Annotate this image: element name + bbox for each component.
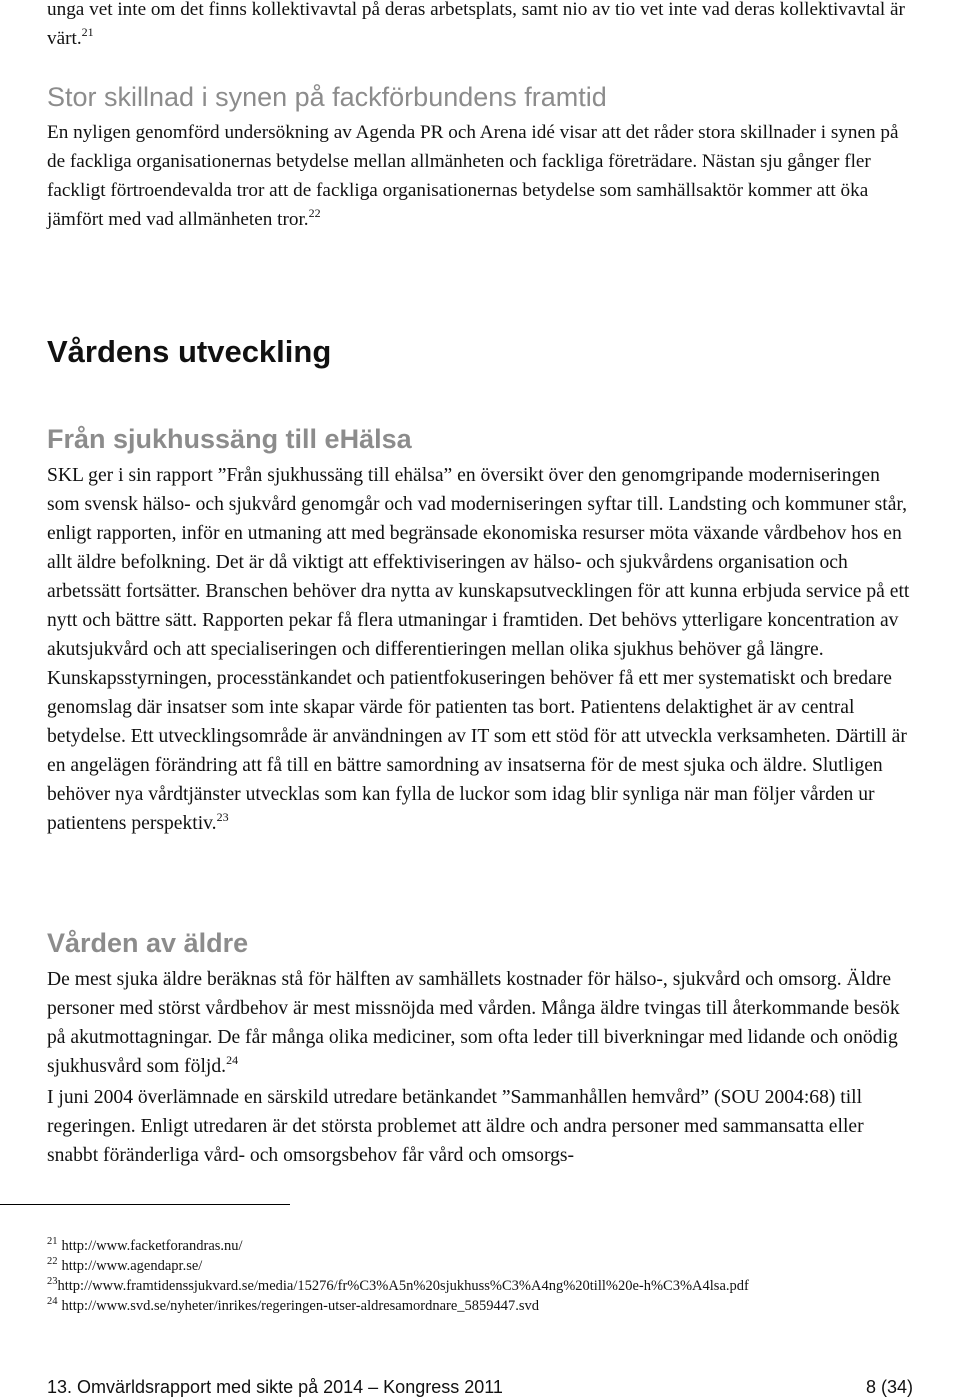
footnote-item bbox=[47, 1257, 947, 1277]
intro-text: unga vet inte om det finns kollektivavtal på deras arbetsplats, samt nio av tio vet inte vad deras kollektivavtal är värt. bbox=[47, 0, 905, 49]
footnote-number: 22 bbox=[47, 1256, 58, 1267]
footer-title: 13. Omvärldsrapport med sikte på 2014 – Kongress 2011 bbox=[47, 1377, 503, 1397]
section-paragraph-2: I juni 2004 överlämnade en särskild utredare betänkandet ”Sammanhållen hemvård” (SOU 2004:68) till regeringen. Enligt utredaren är det största problemet att äldre och andra personer med sammansatta eller snabbt föränderliga vård- och omsorgsbehov får vård och omsorgs- bbox=[47, 1087, 864, 1166]
footnote-link[interactable]: http://www.framtidenssjukvard.se/media/15276/fr%C3%A5n%20sjukhuss%C3%A4ng%20till%20e-h%C3%A4lsa.pdf bbox=[57, 1278, 749, 1294]
section-heading: Stor skillnad i synen på fackförbundens framtid bbox=[47, 82, 607, 112]
section-text: De mest sjuka äldre beräknas stå för hälften av samhällets kostnader för hälso-, sjukvård och omsorg. Äldre personer med störst vårdbehov är mest missnöjda med vården. Många äldre tvingas till återkommande besök på akutmottagningar. De får många olika mediciner, som ofta leder till biverkningar med lidande och onödig sjukhusvård som följd. bbox=[47, 969, 900, 1077]
footnotes bbox=[47, 1237, 947, 1317]
chapter-heading: Vårdens utveckling bbox=[47, 334, 332, 369]
footnote-ref-24: 24 bbox=[226, 1053, 239, 1067]
footnote-ref-21: 21 bbox=[81, 25, 94, 39]
footnote-number: 24 bbox=[47, 1296, 58, 1307]
chapter-block bbox=[47, 334, 917, 370]
footnote-separator bbox=[0, 1204, 290, 1205]
intro-paragraph bbox=[47, 0, 917, 55]
section-paragraph bbox=[47, 965, 917, 1083]
footnote-ref-22: 22 bbox=[308, 206, 321, 220]
footnote-item bbox=[47, 1237, 947, 1257]
page-footer bbox=[47, 1377, 913, 1398]
footnote-link[interactable]: http://www.svd.se/nyheter/inrikes/regeringen-utser-aldresamordnare_5859447.svd bbox=[61, 1298, 540, 1314]
intro-block bbox=[47, 0, 917, 55]
footnote-ref-23: 23 bbox=[216, 810, 229, 824]
section-aldre bbox=[47, 928, 917, 1170]
section-text: SKL ger i sin rapport ”Från sjukhussäng till ehälsa” en översikt över den genomgripande moderniseringen som svensk hälso- och sjukvård genomgår och vad moderniseringen syftar till. Landsting och kommuner står, enligt rapporten, inför en utmaning att med begränsade ekonomiska resurser möta växande vårdbehov hos en allt äldre befolkning. Det är då viktigt att effektiviseringen av hälso- och sjukvårdens organisation och arbetssätt fortsätter. Branschen behöver dra nytta av kunskapsutvecklingen för att kunna erbjuda service på ett nytt och bättre sätt. Rapporten pekar få flera utmaningar i framtiden. Det behövs ytterligare koncentration av akutsjukvård och att specialiseringen och differentieringen mellan olika sjukhus behöver gå längre. Kunskapsstyrningen, processtänkandet och patientfokuseringen behöver få ett mer systematiskt och bredare genomslag där insatser som inte skapar värde för patienten tas bort. Patientens delaktighet är av central betydelse. Ett utvecklingsområde är användningen av IT som ett stöd för att utveckla verksamheten. Därtill är en angelägen förändring att få till en bättre samordning av insatserna för de mest sjuka och äldre. Slutligen behöver nya vårdtjänster utvecklas som kan fylla de luckor som idag blir synliga när man följer vården ur patientens perspektiv. bbox=[47, 465, 910, 834]
section-heading: Vården av äldre bbox=[47, 928, 249, 958]
page-number: 8 (34) bbox=[865, 1377, 913, 1397]
section-agenda bbox=[47, 82, 917, 236]
footnote-number: 21 bbox=[47, 1236, 58, 1247]
footnote-link[interactable]: http://www.agendapr.se/ bbox=[61, 1258, 203, 1274]
section-paragraph bbox=[47, 461, 917, 840]
footnote-item bbox=[47, 1277, 947, 1297]
footnote-item bbox=[47, 1297, 947, 1317]
section-heading: Från sjukhussäng till eHälsa bbox=[47, 424, 412, 454]
footnote-link[interactable]: http://www.facketforandras.nu/ bbox=[61, 1238, 243, 1254]
section-paragraph bbox=[47, 118, 917, 236]
section-text: En nyligen genomförd undersökning av Agenda PR och Arena idé visar att det råder stora skillnader i synen på de fackliga organisationernas betydelse mellan allmänheten och fackliga företrädare. Nästan sju gånger fler fackligt förtroendevalda tror att de fackliga organisationernas betydelse som samhällsaktör kommer att öka jämfört med vad allmänheten tror. bbox=[47, 122, 899, 230]
footnote-number: 23 bbox=[47, 1276, 58, 1287]
section-ehalsa bbox=[47, 424, 917, 840]
